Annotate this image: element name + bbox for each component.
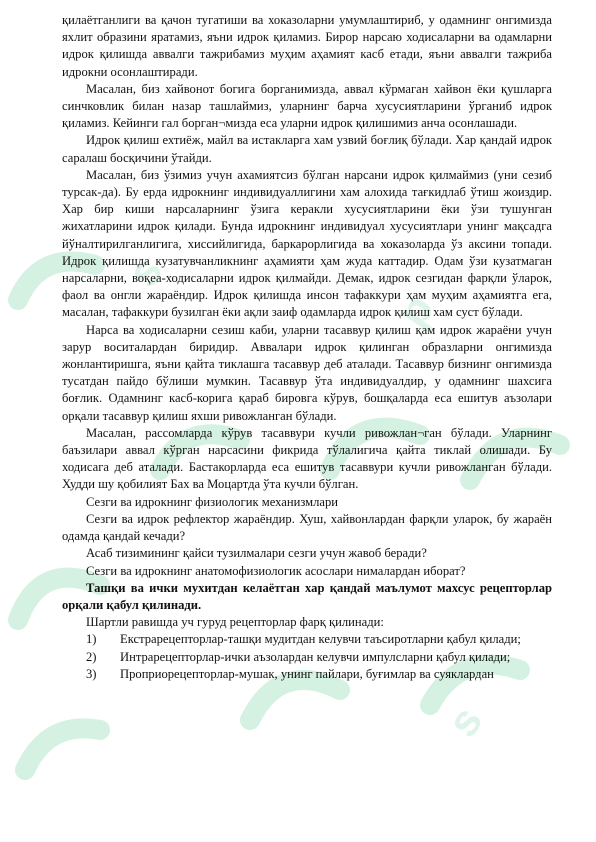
paragraph-10: Сезги ва идрокнинг анатомофизиологик асослари нималардан иборат?	[86, 563, 466, 578]
document-page	[62, 12, 552, 683]
paragraph-1: қилаётганлиги ва қачон тугатиши ва хоказоларни умумлаштириб, у одамнинг онгимизда яхлит образини яратамиз, яъни идрок қиламиз. Бирор нарсаю ходисаларни ва одамларни идрок қилишда аввалги тажрибамиз муҳим аҳамият касб етади, яъни аввалги тажриба идрокни осонлаштиради.	[62, 13, 552, 79]
paragraph-2: Масалан, биз хайвонот богига борганимизда, аввал кўрмаган хайвон ёки қушларга синчковлик билан назар ташлаймиз, уларнинг барча хусусиятларини ўрганиб идрок қиламиз. Кейинги гал борган¬мизда еса уларни идрок қилишимиз анча осонлашади.	[62, 81, 552, 131]
svg-text:s: s	[438, 697, 493, 746]
paragraph-8: Сезги ва идрок рефлектор жараёндир. Хуш, хайвонлардан фарқли уларок, бу жараён одамда қандай кечади?	[62, 511, 552, 544]
paragraph-3: Идрок қилиш ехтиёж, майл ва истакларга хам узвий боғлиқ бўлади. Хар қандай идрок саралаш босқичини ўтайди.	[62, 133, 552, 165]
svg-text:s: s	[118, 247, 173, 296]
list-number: 3)	[86, 666, 97, 681]
paragraph-9: Асаб тизимининг қайси тузилмалари сезги учун жавоб беради?	[86, 546, 427, 561]
list-number: 1)	[86, 632, 97, 647]
list-text: Интрарецепторлар-ички аъзолардан келувчи импулсларни қабул қилади;	[120, 649, 511, 664]
list-number: 2)	[86, 649, 97, 664]
bold-statement: Ташқи ва ички мухитдан келаётган хар қандай маълумот махсус рецепторлар орқали қабул қилинади.	[62, 580, 552, 612]
paragraph-5: Нарса ва ходисаларни сезиш каби, уларни тасаввур қилиш қам идрок жараёни учун зарур воситалардан биридир. Аввалари идрок қилинган образларни онгимизда жонлантиришга, яъни қайта тиклашга тасаввур деб аталади. Тасаввур бизнинг онгимизда тусатдан пайдо бўлиши мумкин. Тасаввур ўта индивидуалдир, у одамнинг шахсига боғлик. Одамнинг касб-корига қараб бировга кўрув, бошқаларда еса ешитув аъзолари орқали тасаввур қилиш яхши ривожланган бўлади.	[62, 322, 552, 423]
paragraph-7: Сезги ва идрокнинг физиологик механизмлари	[86, 494, 339, 509]
list-text: Екстрарецепторлар-ташқи мудитдан келувчи таъсиротларни қабул қилади;	[120, 632, 521, 647]
paragraph-6: Масалан, рассомларда кўрув тасаввури кучли ривожлан¬ган бўлади. Уларнинг баъзилари аввал кўрган нарсасини фикрида тўлалигича қайта тиклай олишади. Бу ходисага деб аталади. Бастакорларда еса ешитув тасаввури кучли ривожланган бўлади. Худди шу қобилият Бах ва Моцартда ўта кучли бўлган.	[62, 425, 552, 492]
paragraph-4: Масалан, биз ўзимиз учун ахамиятсиз бўлган нарсани идрок қилмаймиз (уни сезиб турсак-да). Бу ерда идрокнинг индивидуаллигини хам алохида тағкидлаб ўтиш жоиздир. Хар бир киши нарсаларнинг ўзига керакли хусусиятларини ёки ўзи тушунган жихатларини идрок қилади. Бунда идрокнинг индивидуал хусусиятлари унинг мақсадга йўналтирилганлигига, хиссийлигида, баркарорлигида ва хоказоларда ўз аксини топади. Идрок қилишда кузатувчанликнинг аҳамияти ҳам жуда каттадир. Одам ўзи кузатмаган нарсаларни, воқеа-ходисаларни идрок қилмайди. Демак, идрок сезгидан фарқли ўларок, фаол ва онгли жараёндир. Идрок қилишда инсон тафаккури ҳам муҳим аҳамиятга ега, масалан, тафаккури бузилган ёки ақли заиф одамларда идрок қилиш хам суст бўлади.	[62, 167, 552, 320]
list-item	[62, 666, 552, 683]
svg-text:p: p	[388, 285, 444, 336]
list-item	[62, 631, 552, 648]
list-text: Проприорецепторлар-мушак, унинг пайлари, буғимлар ва суяклардан	[120, 666, 494, 681]
list-item	[62, 649, 552, 666]
paragraph-12: Шартли равишда уч гуруд рецепторлар фарқ қилинади:	[86, 615, 384, 630]
